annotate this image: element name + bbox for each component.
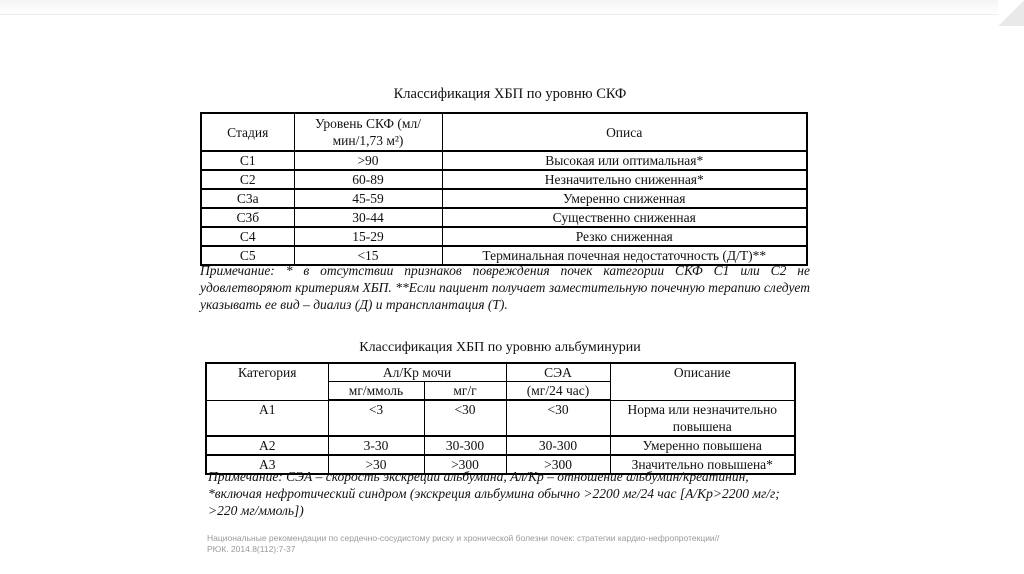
footnote-line: Национальные рекомендации по сердечно-сосудистому риску и хронической болезни почек: стратегии кардио-нефропротекции//	[207, 533, 720, 543]
mg-mmol-cell: 3-30	[328, 436, 424, 455]
mg-g-cell: <30	[424, 400, 506, 436]
table-header-row	[201, 113, 807, 151]
mg-mmol-cell: <3	[328, 400, 424, 436]
header-category: Категория	[206, 363, 328, 400]
header-gfr-level: Уровень СКФ (мл/мин/1,73 м²)	[294, 113, 442, 151]
stage-cell: С2	[201, 170, 294, 189]
table-row	[206, 400, 795, 436]
description-cell: Незначительно сниженная*	[442, 170, 807, 189]
gfr-level-cell: <15	[294, 246, 442, 265]
gfr-level-cell: 30-44	[294, 208, 442, 227]
aer-cell: <30	[506, 400, 610, 436]
description-cell: Высокая или оптимальная*	[442, 151, 807, 170]
description-cell: Резко сниженная	[442, 227, 807, 246]
albuminuria-table-title: Классификация ХБП по уровню альбуминурии	[359, 340, 641, 355]
category-cell: А2	[206, 436, 328, 455]
gfr-table-note: Примечание: * в отсутствии признаков повреждения почек категории СКФ С1 или С2 не удовлетворяют критериям ХБП. **Если пациент получает заместительную почечную терапию следует указывать ее вид – диализ (Д) и трансплантация (Т).	[200, 263, 810, 312]
header-description: Описа	[442, 113, 807, 151]
note-line: *включая нефротический синдром (экскреция альбумина обычно >2200 мг/24 час [А/Кр>2200 мг/г;	[208, 486, 780, 501]
gfr-classification-table	[200, 112, 808, 266]
stage-cell: С4	[201, 227, 294, 246]
gfr-level-cell: 45-59	[294, 189, 442, 208]
gfr-level-cell: 60-89	[294, 170, 442, 189]
albuminuria-table-note	[208, 468, 808, 519]
source-footnote	[207, 533, 767, 555]
stage-cell: С3б	[201, 208, 294, 227]
description-cell: Норма или незначительно повышена	[610, 400, 795, 436]
description-cell: Существенно сниженная	[442, 208, 807, 227]
aer-cell: 30-300	[506, 436, 610, 455]
header-aer-unit: (мг/24 час)	[506, 382, 610, 401]
description-cell: Значительно повышена*	[610, 455, 795, 474]
header-alb-cr: Ал/Кр мочи	[328, 363, 506, 382]
note-line: Примечание: СЭА – скорость экскреции альбумина, Ал/Кр – отношение альбумин/креатинин,	[208, 469, 749, 484]
table-row	[201, 189, 807, 208]
mg-g-cell: 30-300	[424, 436, 506, 455]
stage-cell: С3а	[201, 189, 294, 208]
header-mg-mmol: мг/ммоль	[328, 382, 424, 401]
albuminuria-classification-table	[205, 362, 796, 475]
mg-mmol-cell: >30	[328, 455, 424, 474]
stage-cell: С1	[201, 151, 294, 170]
mg-g-cell: >300	[424, 455, 506, 474]
header-stage: Стадия	[201, 113, 294, 151]
table-row	[206, 436, 795, 455]
category-cell: А3	[206, 455, 328, 474]
page-curl-corner	[998, 0, 1024, 26]
gfr-table-title: Классификация ХБП по уровню СКФ	[393, 86, 627, 102]
gfr-level-cell: 15-29	[294, 227, 442, 246]
aer-cell: >300	[506, 455, 610, 474]
header-description: Описание	[610, 363, 795, 400]
header-aer: СЭА	[506, 363, 610, 382]
footnote-line: РЮК. 2014.8(112):7-37	[207, 544, 296, 554]
category-cell: А1	[206, 400, 328, 436]
description-cell: Терминальная почечная недостаточность (Д/Т)**	[442, 246, 807, 265]
description-cell: Умеренно сниженная	[442, 189, 807, 208]
table-row	[201, 227, 807, 246]
table-row	[201, 208, 807, 227]
header-mg-g: мг/г	[424, 382, 506, 401]
description-cell: Умеренно повышена	[610, 436, 795, 455]
table-row	[201, 151, 807, 170]
note-line: >220 мг/ммоль])	[208, 503, 304, 518]
stage-cell: С5	[201, 246, 294, 265]
slide-top-bar	[0, 0, 1024, 15]
table-header-row	[206, 363, 795, 382]
table-row	[201, 170, 807, 189]
gfr-level-cell: >90	[294, 151, 442, 170]
